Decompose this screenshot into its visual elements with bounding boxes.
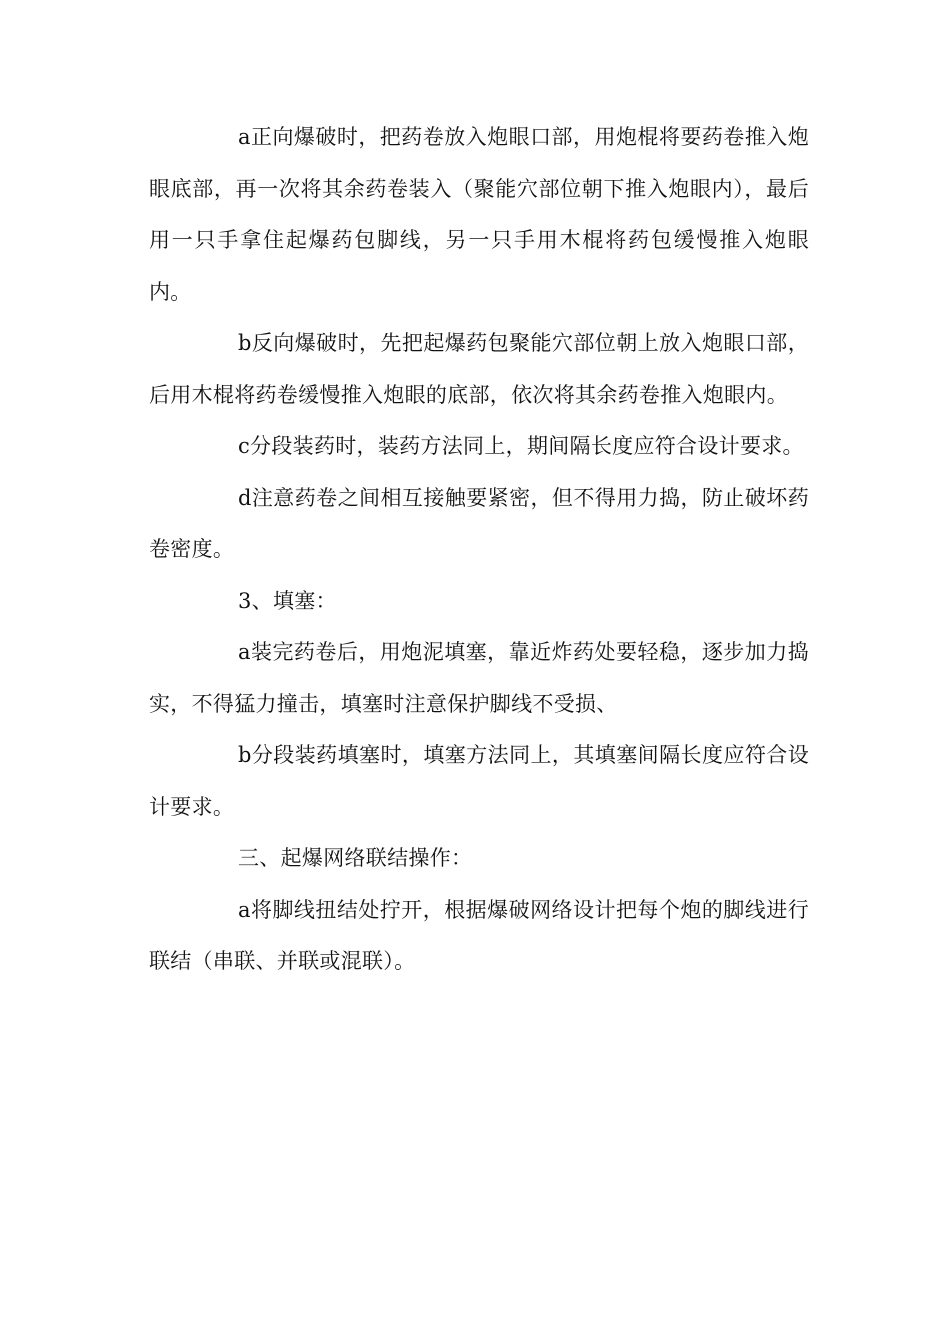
section-heading-network-connection: 三、起爆网络联结操作：: [238, 846, 473, 870]
section-heading-stemming: 3、填塞：: [238, 588, 337, 613]
paragraph-segmented-charging: c分段装药时，装药方法同上，期间隔长度应符合设计要求。: [238, 434, 804, 458]
paragraph-stemming-method: a装完药卷后，用炮泥填塞，靠近炸药处要轻稳，逐步加力捣实，不得猛力撞击，填塞时注意保护脚线不受损、: [149, 640, 809, 716]
paragraph-reverse-blasting: b反向爆破时，先把起爆药包聚能穴部位朝上放入炮眼口部，后用木棍将药卷缓慢推入炮眼的底部，依次将其余药卷推入炮眼内。: [149, 331, 809, 407]
paragraph-network-connection: a将脚线扭结处拧开，根据爆破网络设计把每个炮的脚线进行联结（串联、并联或混联）。: [149, 897, 809, 973]
paragraph-forward-blasting: a正向爆破时，把药卷放入炮眼口部，用炮棍将要药卷推入炮眼底部，再一次将其余药卷装入（聚能穴部位朝下推入炮眼内），最后用一只手拿住起爆药包脚线，另一只手用木棍将药包缓慢推入炮眼内。: [149, 125, 809, 304]
document-body: [149, 112, 809, 988]
paragraph-segmented-stemming: b分段装药填塞时，填塞方法同上，其填塞间隔长度应符合设计要求。: [149, 743, 809, 819]
paragraph-charge-contact: d注意药卷之间相互接触要紧密，但不得用力捣，防止破坏药卷密度。: [149, 485, 809, 561]
